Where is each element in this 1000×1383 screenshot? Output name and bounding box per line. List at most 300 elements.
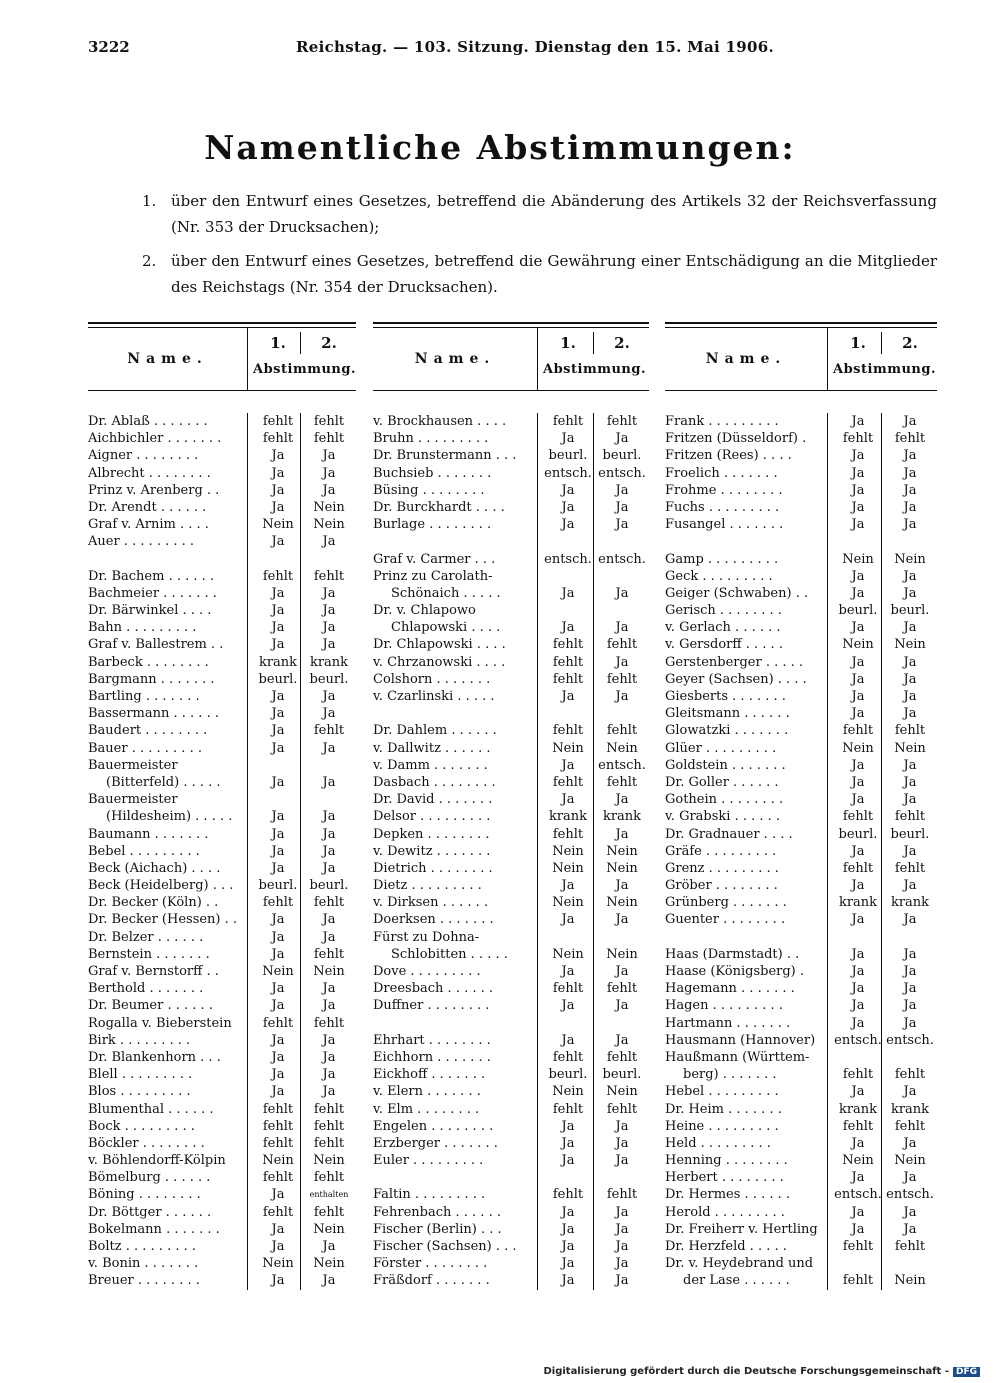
member-row (88, 413, 356, 430)
vote2-value: Ja (615, 620, 629, 636)
member-row (88, 980, 356, 997)
member-row (665, 791, 937, 808)
vote1-value: fehlt (842, 1118, 874, 1134)
table-header (665, 328, 937, 391)
member-name: Fritzen (Rees) . . . . (665, 448, 792, 464)
abstimmung-label: Abstimmung. (833, 362, 936, 377)
member-row (373, 1204, 649, 1221)
vote2-value: Ja (615, 964, 629, 979)
member-name: v. Chrzanowski . . . . (373, 654, 506, 670)
member-name: Blell . . . . . . . . . (88, 1067, 193, 1083)
member-name: Geck . . . . . . . . . (665, 568, 773, 584)
vote2-value: Ja (615, 499, 629, 515)
vote1-value: Nein (552, 1084, 584, 1100)
member-name: Dr. Becker (Hessen) . . (88, 912, 238, 928)
member-name: Fürst zu Dohna- (373, 929, 480, 945)
member-name: Dr. David . . . . . . . (373, 792, 493, 808)
vote1-value: Ja (271, 1221, 285, 1237)
vote1-value: Ja (271, 1273, 285, 1289)
vote2-value: Ja (903, 414, 917, 429)
member-name: Gothein . . . . . . . . (665, 792, 784, 808)
member-row (665, 1135, 937, 1152)
vote2-value: fehlt (606, 1049, 638, 1065)
vote1-value: Ja (271, 843, 285, 859)
letter-gap (665, 929, 937, 946)
member-row (88, 894, 356, 911)
column-divider (247, 413, 248, 1290)
vote2-value: Nein (313, 1153, 345, 1169)
member-name: Dasbach . . . . . . . . (373, 774, 496, 790)
vote2-value: Nein (313, 1256, 345, 1272)
member-row (373, 791, 649, 808)
vote2-value: Ja (903, 620, 917, 636)
member-row (88, 808, 356, 825)
member-name: Barbeck . . . . . . . . (88, 654, 209, 670)
member-row (665, 1204, 937, 1221)
column-divider (537, 413, 538, 1290)
vote1-value: Ja (851, 1015, 865, 1031)
member-row (665, 1101, 937, 1118)
vote1-value: Ja (271, 998, 285, 1014)
member-name: Berthold . . . . . . . (88, 981, 204, 997)
member-name: Baumann . . . . . . . (88, 826, 209, 842)
vote2-value: Ja (903, 448, 917, 464)
vote1-value: Ja (271, 585, 285, 601)
member-row (373, 843, 649, 860)
member-row (88, 1032, 356, 1049)
vote2-value: Ja (903, 843, 917, 859)
vote1-value: Nein (842, 1153, 874, 1169)
vote2-value: fehlt (313, 723, 345, 739)
member-row (665, 826, 937, 843)
vote1-value: krank (838, 895, 878, 911)
vote1-value: Ja (851, 843, 865, 859)
vote2-value: Ja (322, 809, 336, 825)
vote1-value: fehlt (552, 1049, 584, 1065)
member-name: Bauer . . . . . . . . . (88, 740, 202, 756)
vote2-value: fehlt (313, 431, 345, 447)
vote2-value: Ja (903, 1015, 917, 1031)
vote1-value: fehlt (552, 826, 584, 842)
member-name: Aigner . . . . . . . . (88, 448, 199, 464)
member-name: Hebel . . . . . . . . . (665, 1084, 779, 1100)
vote1-value: Ja (271, 1032, 285, 1048)
member-row (373, 654, 649, 671)
member-name: Fusangel . . . . . . . (665, 517, 784, 533)
vote1-value: Ja (561, 1032, 575, 1048)
vote2-value: fehlt (313, 568, 345, 584)
vote2-value: Ja (903, 482, 917, 498)
vote2-value: Nein (606, 740, 638, 756)
member-row (665, 1169, 937, 1186)
member-name: Aichbichler . . . . . . . (88, 431, 222, 447)
vote2-value: Ja (322, 637, 336, 653)
vote1-value: fehlt (552, 414, 584, 429)
vote2-value: Nein (894, 637, 926, 653)
member-row (665, 911, 937, 928)
member-row (373, 826, 649, 843)
letter-gap (373, 533, 649, 550)
vote2-value: Ja (615, 482, 629, 498)
member-row (88, 533, 356, 550)
member-row (88, 688, 356, 705)
member-name: Frank . . . . . . . . . (665, 414, 779, 429)
vote2-value: Nein (894, 1273, 926, 1289)
member-name: Graf v. Carmer . . . (373, 551, 496, 567)
vote1-header: 1. (270, 334, 286, 352)
member-name: Dr. Chlapowski . . . . (373, 637, 506, 653)
vote2-value: Ja (903, 998, 917, 1014)
vote1-value: entsch. (544, 551, 592, 567)
member-name: Boltz . . . . . . . . . (88, 1239, 196, 1254)
member-name: v. Elm . . . . . . . . (373, 1101, 480, 1117)
vote-rows (665, 413, 937, 1290)
member-name: Albrecht . . . . . . . . (88, 465, 211, 481)
vote1-value: Ja (561, 1239, 575, 1254)
vote1-value: fehlt (262, 414, 294, 429)
vote2-value: Ja (615, 1221, 629, 1237)
vote1-value: Ja (851, 981, 865, 997)
table-header (373, 328, 649, 391)
member-name: v. Dewitz . . . . . . . (373, 843, 491, 859)
vote1-value: Ja (271, 482, 285, 498)
letter-gap (373, 1169, 649, 1186)
vote1-value: Ja (271, 1084, 285, 1100)
member-name: Dr. v. Chlapowo (373, 603, 476, 619)
member-name: Geyer (Sachsen) . . . . (665, 671, 807, 687)
member-name: Dr. Brunstermann . . . (373, 448, 517, 464)
member-row (665, 482, 937, 499)
member-name: Fehrenbach . . . . . . (373, 1204, 501, 1220)
member-row (88, 465, 356, 482)
vote1-value: fehlt (552, 1101, 584, 1117)
vote1-value: Ja (851, 482, 865, 498)
vote1-value: Ja (561, 792, 575, 808)
vote1-value: Ja (561, 1118, 575, 1134)
member-row (88, 1255, 356, 1272)
vote2-value: Nein (606, 860, 638, 876)
member-name: Dietz . . . . . . . . . (373, 878, 482, 894)
member-row (88, 636, 356, 653)
member-row (88, 929, 356, 946)
member-name: Burlage . . . . . . . . (373, 517, 492, 533)
vote2-value: Ja (615, 1273, 629, 1289)
member-name: v. Gerlach . . . . . . (665, 620, 781, 636)
member-name: Grünberg . . . . . . . (665, 895, 787, 911)
vote2-value: Ja (903, 499, 917, 515)
vote2-value: Ja (322, 1049, 336, 1065)
vote1-value: Ja (851, 689, 865, 704)
member-name: v. Grabski . . . . . . (665, 809, 781, 825)
member-row (88, 1238, 356, 1255)
member-name: Bömelburg . . . . . . (88, 1170, 211, 1186)
member-name: Graf v. Bernstorff . . (88, 964, 219, 979)
member-row (88, 482, 356, 499)
member-name: Guenter . . . . . . . . (665, 912, 786, 928)
member-name: Duffner . . . . . . . . (373, 998, 490, 1014)
vote-column (88, 322, 356, 1290)
member-name: Dr. Blankenhorn . . . (88, 1049, 221, 1065)
vote1-value: Ja (851, 1084, 865, 1100)
member-row (373, 1255, 649, 1272)
name-header: Name. (373, 328, 538, 390)
vote1-value: Ja (271, 826, 285, 842)
vote1-value: Nein (262, 964, 294, 979)
vote1-value: Ja (851, 414, 865, 429)
abstimmung-label: Abstimmung. (543, 362, 646, 377)
vote1-value: beurl. (258, 878, 298, 894)
letter-gap (88, 551, 356, 568)
member-name: (Bitterfeld) . . . . . (106, 774, 221, 790)
member-row (665, 1272, 937, 1289)
member-name: Herold . . . . . . . . . (665, 1204, 785, 1220)
member-name: Frohme . . . . . . . . (665, 482, 783, 498)
member-row (373, 1032, 649, 1049)
member-name: Bernstein . . . . . . . (88, 946, 210, 962)
vote1-value: Nein (262, 517, 294, 533)
member-row (665, 877, 937, 894)
vote1-value: Ja (561, 1153, 575, 1169)
member-row (373, 1221, 649, 1238)
member-name: Bauermeister (88, 757, 178, 773)
vote2-value: Ja (322, 912, 336, 928)
member-row (88, 499, 356, 516)
member-name: Gräfe . . . . . . . . . (665, 843, 777, 859)
letter-gap (373, 705, 649, 722)
vote2-value: Ja (903, 1170, 917, 1186)
member-row (88, 774, 356, 791)
vote2-value: Ja (322, 603, 336, 619)
vote1-value: Ja (851, 964, 865, 979)
member-row (88, 705, 356, 722)
letter-gap (665, 533, 937, 550)
member-name: v. Elern . . . . . . . (373, 1084, 481, 1100)
member-row (665, 1066, 937, 1083)
vote2-value: fehlt (606, 981, 638, 997)
vote2-value: Nein (894, 740, 926, 756)
vote2-value: Ja (615, 1118, 629, 1134)
vote1-value: fehlt (842, 723, 874, 739)
vote-item-number: 1. (142, 192, 157, 210)
member-row (665, 860, 937, 877)
member-row (373, 585, 649, 602)
member-row (373, 963, 649, 980)
member-name: Böning . . . . . . . . (88, 1187, 201, 1203)
member-row (373, 929, 649, 946)
member-name: Beck (Heidelberg) . . . (88, 878, 234, 894)
member-name: Blos . . . . . . . . . (88, 1084, 191, 1100)
member-row (665, 551, 937, 568)
member-row (665, 1049, 937, 1066)
member-name: Dr. Beumer . . . . . . (88, 998, 213, 1014)
member-row (665, 671, 937, 688)
member-name: Förster . . . . . . . . (373, 1256, 488, 1272)
member-name: Ehrhart . . . . . . . . (373, 1032, 491, 1048)
member-name: Prinz v. Arenberg . . (88, 482, 220, 498)
member-row (88, 1015, 356, 1032)
vote2-header: 2. (321, 334, 337, 352)
member-name: der Lase . . . . . . (683, 1273, 790, 1289)
vote2-value: Ja (903, 517, 917, 533)
vote2-value: fehlt (313, 414, 345, 429)
vote1-value: Ja (561, 1256, 575, 1272)
column-divider (827, 413, 828, 1290)
vote1-value: Ja (561, 689, 575, 704)
vote2-value: fehlt (606, 671, 638, 687)
member-row (373, 997, 649, 1014)
member-name: Herbert . . . . . . . . (665, 1170, 784, 1186)
member-row (88, 585, 356, 602)
member-row (373, 1152, 649, 1169)
member-row (665, 654, 937, 671)
member-name: Glowatzki . . . . . . . (665, 723, 789, 739)
vote1-value: fehlt (842, 1273, 874, 1289)
vote1-value: Ja (851, 671, 865, 687)
vote2-value: Ja (322, 1239, 336, 1254)
vote1-value: Ja (561, 1221, 575, 1237)
vote1-value: fehlt (262, 1204, 294, 1220)
vote1-value: Ja (271, 637, 285, 653)
vote2-value: Ja (322, 1273, 336, 1289)
vote2-value: Nein (606, 895, 638, 911)
member-row (88, 1066, 356, 1083)
vote2-value: Ja (322, 482, 336, 498)
vote2-value: Ja (322, 465, 336, 481)
member-name: Erzberger . . . . . . . (373, 1135, 498, 1151)
vote2-value: Ja (903, 964, 917, 979)
member-row (665, 602, 937, 619)
vote2-value: Ja (615, 517, 629, 533)
vote1-value: Ja (561, 1273, 575, 1289)
member-row (373, 1083, 649, 1100)
member-name: Gerisch . . . . . . . . (665, 603, 782, 619)
vote2-value: Ja (615, 1032, 629, 1048)
vote2-header: 2. (614, 334, 630, 352)
vote2-value: Ja (322, 740, 336, 756)
vote2-value: Ja (615, 878, 629, 894)
vote1-value: fehlt (262, 1101, 294, 1117)
member-name: Fischer (Sachsen) . . . (373, 1239, 517, 1254)
footer-text: Digitalisierung gefördert durch die Deutsche Forschungsgemeinschaft - (543, 1366, 949, 1377)
member-row (88, 740, 356, 757)
page-header (88, 38, 923, 58)
vote2-value: Ja (615, 1153, 629, 1169)
vote2-value: fehlt (313, 1101, 345, 1117)
vote2-value: Ja (903, 671, 917, 687)
vote2-value: Ja (322, 689, 336, 704)
member-name: v. Bonin . . . . . . . (88, 1256, 199, 1272)
vote2-value: Nein (606, 946, 638, 962)
member-row (665, 1221, 937, 1238)
member-row (665, 1118, 937, 1135)
member-row (665, 413, 937, 430)
vote1-value: Ja (561, 499, 575, 515)
vote1-value: Ja (561, 1135, 575, 1151)
member-name: Froelich . . . . . . . (665, 465, 778, 481)
vote2-value: Ja (615, 654, 629, 670)
vote1-value: Ja (851, 448, 865, 464)
vote2-value: fehlt (606, 723, 638, 739)
vote1-value: fehlt (842, 1239, 874, 1254)
member-row (88, 1049, 356, 1066)
vote1-value: fehlt (262, 431, 294, 447)
header-divider (881, 332, 882, 354)
member-row (88, 791, 356, 808)
vote1-value: krank (258, 654, 298, 670)
vote2-value: fehlt (894, 1118, 926, 1134)
vote2-value: fehlt (313, 1204, 345, 1220)
member-row (373, 946, 649, 963)
member-name: Dr. Herzfeld . . . . . (665, 1239, 787, 1254)
vote2-value: Ja (903, 1135, 917, 1151)
member-row (373, 877, 649, 894)
vote1-value: Ja (271, 499, 285, 515)
vote1-value: Ja (271, 1239, 285, 1254)
vote2-value: Ja (322, 706, 336, 722)
vote1-value: fehlt (842, 1067, 874, 1083)
member-name: Haußmann (Württem- (665, 1049, 810, 1065)
column-divider (881, 413, 882, 1290)
member-row (88, 1221, 356, 1238)
vote2-value: fehlt (313, 895, 345, 911)
vote1-value: Nein (552, 843, 584, 859)
vote2-value: Ja (903, 774, 917, 790)
vote2-value: fehlt (313, 1170, 345, 1186)
member-row (373, 413, 649, 430)
member-row (373, 671, 649, 688)
header-title: Reichstag. — 103. Sitzung. Dienstag den 15. Mai 1906. (296, 38, 775, 56)
member-name: Bachmeier . . . . . . . (88, 585, 217, 601)
member-row (665, 636, 937, 653)
member-name: Büsing . . . . . . . . (373, 482, 485, 498)
member-name: Held . . . . . . . . . (665, 1135, 771, 1151)
vote2-value: fehlt (606, 774, 638, 790)
member-row (665, 1032, 937, 1049)
vote1-value: Ja (271, 603, 285, 619)
member-row (665, 1015, 937, 1032)
vote1-value: fehlt (262, 1135, 294, 1151)
member-row (88, 447, 356, 464)
member-row (373, 911, 649, 928)
vote2-value: fehlt (894, 809, 926, 825)
vote1-value: Ja (851, 878, 865, 894)
member-row (373, 499, 649, 516)
dfg-logo: DFG (953, 1367, 980, 1377)
vote1-value: Ja (271, 740, 285, 756)
vote2-value: Ja (903, 465, 917, 481)
vote1-value: fehlt (552, 1187, 584, 1203)
member-row (88, 1186, 356, 1203)
vote2-value: Ja (903, 585, 917, 601)
member-name: v. Brockhausen . . . . (373, 414, 507, 429)
member-row (88, 602, 356, 619)
vote1-value: Ja (561, 998, 575, 1014)
vote1-value: Ja (851, 517, 865, 533)
member-name: Gamp . . . . . . . . . (665, 551, 779, 567)
vote2-value: krank (890, 895, 930, 911)
vote2-value: Ja (615, 1256, 629, 1272)
member-row (665, 722, 937, 739)
member-row (88, 1152, 356, 1169)
member-name: v. Böhlendorff-Kölpin (88, 1153, 226, 1169)
member-name: Colshorn . . . . . . . (373, 671, 491, 687)
member-row (88, 963, 356, 980)
vote1-value: Ja (271, 689, 285, 704)
vote2-value: fehlt (606, 1187, 638, 1203)
vote2-value: Ja (322, 981, 336, 997)
member-row (665, 980, 937, 997)
header-divider (593, 332, 594, 354)
